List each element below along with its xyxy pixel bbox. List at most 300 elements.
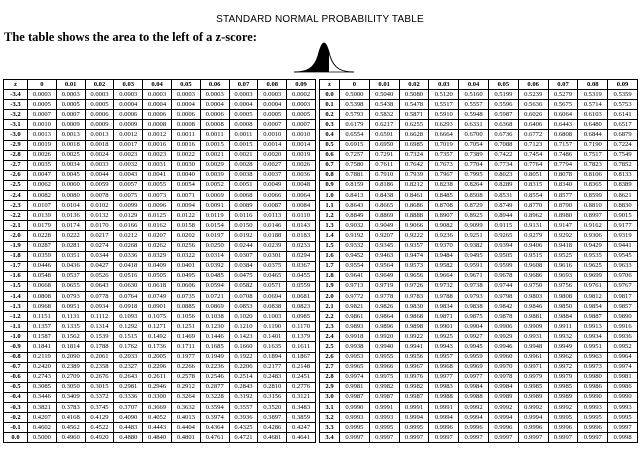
z-value-cell: -2.2 xyxy=(4,211,28,221)
probability-cell: 0.6664 xyxy=(429,130,459,140)
z-value-cell: -3.3 xyxy=(4,100,28,110)
probability-cell: 0.0013 xyxy=(85,130,114,140)
probability-cell: 0.0022 xyxy=(171,150,200,160)
z-value-cell: 0.0 xyxy=(4,433,28,443)
probability-cell: 0.7823 xyxy=(578,160,608,170)
table-row xyxy=(4,170,316,180)
probability-cell: 0.9979 xyxy=(548,372,578,382)
table-row xyxy=(320,423,638,433)
z-value-cell: 1.0 xyxy=(320,191,340,201)
probability-cell: 0.8686 xyxy=(399,201,429,211)
probability-cell: 0.7642 xyxy=(399,160,429,170)
probability-cell: 0.9996 xyxy=(518,423,548,433)
probability-cell: 0.6179 xyxy=(340,120,370,130)
probability-cell: 0.9990 xyxy=(578,392,608,402)
probability-cell: 0.0681 xyxy=(287,291,316,301)
table-row xyxy=(320,231,638,241)
z-value-cell: -1.0 xyxy=(4,332,28,342)
probability-cell: 0.0212 xyxy=(114,231,143,241)
probability-cell: 0.1020 xyxy=(229,312,258,322)
probability-cell: 0.0008 xyxy=(200,120,229,130)
header-row xyxy=(4,80,316,90)
probability-cell: 0.0571 xyxy=(258,281,287,291)
probability-cell: 0.9994 xyxy=(399,413,429,423)
negative-z-table xyxy=(3,79,316,443)
probability-cell: 0.9993 xyxy=(340,413,370,423)
probability-cell: 0.0002 xyxy=(287,90,316,100)
probability-cell: 0.5080 xyxy=(399,90,429,100)
probability-cell: 0.9864 xyxy=(369,312,399,322)
probability-cell: 0.9850 xyxy=(548,302,578,312)
probability-cell: 0.1736 xyxy=(143,342,172,352)
probability-cell: 0.0475 xyxy=(229,271,258,281)
probability-cell: 0.1841 xyxy=(28,342,57,352)
z-value-cell: -3.0 xyxy=(4,130,28,140)
probability-cell: 0.6293 xyxy=(429,120,459,130)
probability-cell: 0.4404 xyxy=(171,423,200,433)
probability-cell: 0.0037 xyxy=(258,170,287,180)
probability-cell: 0.0233 xyxy=(287,241,316,251)
probability-cell: 0.7088 xyxy=(488,140,518,150)
probability-cell: 0.9115 xyxy=(488,221,518,231)
probability-cell: 0.9251 xyxy=(459,231,489,241)
probability-cell: 0.0011 xyxy=(200,130,229,140)
table-row xyxy=(320,160,638,170)
probability-cell: 0.9949 xyxy=(548,342,578,352)
probability-cell: 0.7967 xyxy=(429,170,459,180)
probability-cell: 0.0018 xyxy=(85,140,114,150)
table-row xyxy=(320,433,638,443)
probability-cell: 0.0465 xyxy=(258,271,287,281)
z-value-cell: -2.9 xyxy=(4,140,28,150)
probability-cell: 0.3336 xyxy=(114,392,143,402)
probability-cell: 0.3745 xyxy=(85,403,114,413)
table-row xyxy=(320,150,638,160)
probability-cell: 0.2676 xyxy=(85,372,114,382)
probability-cell: 0.9049 xyxy=(369,221,399,231)
probability-cell: 0.2743 xyxy=(28,372,57,382)
probability-cell: 0.5319 xyxy=(578,90,608,100)
column-header: 0.06 xyxy=(200,80,229,90)
probability-cell: 0.9394 xyxy=(488,241,518,251)
probability-cell: 0.9994 xyxy=(518,413,548,423)
probability-cell: 0.9995 xyxy=(399,423,429,433)
probability-cell: 0.0256 xyxy=(171,241,200,251)
probability-cell: 0.1469 xyxy=(171,332,200,342)
probability-cell: 0.8621 xyxy=(608,191,638,201)
probability-cell: 0.0823 xyxy=(287,302,316,312)
probability-cell: 0.0006 xyxy=(143,110,172,120)
probability-cell: 0.0516 xyxy=(114,271,143,281)
table-row xyxy=(320,241,638,251)
probability-cell: 0.5279 xyxy=(548,90,578,100)
probability-cell: 0.5714 xyxy=(578,100,608,110)
column-header: 0.05 xyxy=(488,80,518,90)
probability-cell: 0.8106 xyxy=(578,170,608,180)
probability-cell: 0.0003 xyxy=(171,90,200,100)
probability-cell: 0.9997 xyxy=(429,433,459,443)
probability-cell: 0.0057 xyxy=(114,180,143,190)
probability-cell: 0.0003 xyxy=(143,90,172,100)
z-value-cell: -2.6 xyxy=(4,170,28,180)
probability-cell: 0.5910 xyxy=(429,110,459,120)
probability-cell: 0.0007 xyxy=(28,110,57,120)
probability-cell: 0.0968 xyxy=(28,302,57,312)
probability-cell: 0.3446 xyxy=(28,392,57,402)
z-value-cell: 0.8 xyxy=(320,170,340,180)
probability-cell: 0.9996 xyxy=(578,423,608,433)
table-row xyxy=(320,251,638,261)
probability-cell: 0.1075 xyxy=(143,312,172,322)
probability-cell: 0.9975 xyxy=(369,372,399,382)
probability-cell: 0.8508 xyxy=(459,191,489,201)
probability-cell: 0.0006 xyxy=(171,110,200,120)
probability-cell: 0.0099 xyxy=(114,201,143,211)
probability-cell: 0.2912 xyxy=(171,382,200,392)
column-header: 0.02 xyxy=(85,80,114,90)
probability-cell: 0.9982 xyxy=(369,382,399,392)
probability-cell: 0.9884 xyxy=(548,312,578,322)
probability-cell: 0.0150 xyxy=(229,221,258,231)
probability-cell: 0.7224 xyxy=(608,140,638,150)
probability-cell: 0.9591 xyxy=(459,261,489,271)
probability-cell: 0.0287 xyxy=(28,241,57,251)
probability-cell: 0.9429 xyxy=(578,241,608,251)
probability-cell: 0.0021 xyxy=(229,150,258,160)
probability-cell: 0.7019 xyxy=(429,140,459,150)
probability-cell: 0.1056 xyxy=(171,312,200,322)
probability-cell: 0.8023 xyxy=(488,170,518,180)
probability-cell: 0.8051 xyxy=(518,170,548,180)
probability-cell: 0.0537 xyxy=(56,271,85,281)
probability-cell: 0.0314 xyxy=(200,251,229,261)
probability-cell: 0.0885 xyxy=(171,302,200,312)
probability-cell: 0.0336 xyxy=(114,251,143,261)
probability-cell: 0.0003 xyxy=(200,90,229,100)
column-header: 0.03 xyxy=(429,80,459,90)
z-value-cell: -1.1 xyxy=(4,322,28,332)
probability-cell: 0.0951 xyxy=(56,302,85,312)
probability-cell: 0.0125 xyxy=(143,211,172,221)
probability-cell: 0.8729 xyxy=(459,201,489,211)
probability-cell: 0.1401 xyxy=(258,332,287,342)
table-row xyxy=(4,120,316,130)
probability-cell: 0.0005 xyxy=(287,110,316,120)
probability-cell: 0.0375 xyxy=(258,261,287,271)
probability-cell: 0.0004 xyxy=(200,100,229,110)
z-value-cell: -0.6 xyxy=(4,372,28,382)
table-row xyxy=(4,150,316,160)
column-header: 0.05 xyxy=(171,80,200,90)
z-value-cell: -1.3 xyxy=(4,302,28,312)
probability-cell: 0.7454 xyxy=(518,150,548,160)
probability-cell: 0.0048 xyxy=(287,180,316,190)
probability-cell: 0.0668 xyxy=(28,281,57,291)
probability-cell: 0.0035 xyxy=(28,160,57,170)
z-value-cell: -2.7 xyxy=(4,160,28,170)
probability-cell: 0.9986 xyxy=(608,382,638,392)
probability-cell: 0.0901 xyxy=(143,302,172,312)
probability-cell: 0.5478 xyxy=(399,100,429,110)
probability-cell: 0.4013 xyxy=(171,413,200,423)
probability-cell: 0.2177 xyxy=(258,362,287,372)
probability-cell: 0.0129 xyxy=(114,211,143,221)
probability-cell: 0.0032 xyxy=(114,160,143,170)
probability-cell: 0.3228 xyxy=(200,392,229,402)
probability-cell: 0.9525 xyxy=(548,251,578,261)
table-row xyxy=(4,271,316,281)
probability-cell: 0.9463 xyxy=(369,251,399,261)
probability-cell: 0.6517 xyxy=(608,120,638,130)
probability-cell: 0.7357 xyxy=(429,150,459,160)
probability-cell: 0.0068 xyxy=(229,191,258,201)
probability-cell: 0.0005 xyxy=(28,100,57,110)
probability-cell: 0.0307 xyxy=(229,251,258,261)
probability-cell: 0.9495 xyxy=(459,251,489,261)
probability-cell: 0.9881 xyxy=(518,312,548,322)
probability-cell: 0.9979 xyxy=(518,372,548,382)
probability-cell: 0.2061 xyxy=(85,352,114,362)
probability-cell: 0.5596 xyxy=(488,100,518,110)
probability-cell: 0.8749 xyxy=(488,201,518,211)
probability-cell: 0.3409 xyxy=(56,392,85,402)
probability-cell: 0.0618 xyxy=(143,281,172,291)
probability-cell: 0.1539 xyxy=(85,332,114,342)
table-row xyxy=(4,403,316,413)
probability-cell: 0.0136 xyxy=(56,211,85,221)
probability-cell: 0.9993 xyxy=(608,403,638,413)
probability-cell: 0.1210 xyxy=(229,322,258,332)
z-value-cell: 0.1 xyxy=(320,100,340,110)
z-value-cell: 2.3 xyxy=(320,322,340,332)
probability-cell: 0.0087 xyxy=(258,201,287,211)
probability-cell: 0.0004 xyxy=(258,100,287,110)
probability-cell: 0.9973 xyxy=(578,362,608,372)
probability-cell: 0.9608 xyxy=(518,261,548,271)
probability-cell: 0.9192 xyxy=(340,231,370,241)
probability-cell: 0.0222 xyxy=(56,231,85,241)
probability-cell: 0.8944 xyxy=(488,211,518,221)
probability-cell: 0.4052 xyxy=(143,413,172,423)
z-value-cell: 3.4 xyxy=(320,433,340,443)
probability-cell: 0.0029 xyxy=(200,160,229,170)
table-row xyxy=(320,392,638,402)
probability-cell: 0.1635 xyxy=(258,342,287,352)
probability-cell: 0.3859 xyxy=(287,413,316,423)
z-value-cell: -1.8 xyxy=(4,251,28,261)
probability-cell: 0.8340 xyxy=(548,180,578,190)
probability-cell: 0.0446 xyxy=(28,261,57,271)
probability-cell: 0.9957 xyxy=(429,352,459,362)
probability-cell: 0.6217 xyxy=(369,120,399,130)
probability-cell: 0.9985 xyxy=(518,382,548,392)
probability-cell: 0.0808 xyxy=(28,291,57,301)
z-value-cell: 0.3 xyxy=(320,120,340,130)
probability-cell: 0.0031 xyxy=(143,160,172,170)
probability-cell: 0.9918 xyxy=(340,332,370,342)
probability-cell: 0.1230 xyxy=(200,322,229,332)
probability-cell: 0.4483 xyxy=(114,423,143,433)
probability-cell: 0.9505 xyxy=(488,251,518,261)
z-value-cell: 0.6 xyxy=(320,150,340,160)
column-header: 0.07 xyxy=(548,80,578,90)
table-row xyxy=(4,372,316,382)
probability-cell: 0.6406 xyxy=(518,120,548,130)
probability-cell: 0.0207 xyxy=(143,231,172,241)
probability-cell: 0.0351 xyxy=(56,251,85,261)
probability-cell: 0.0559 xyxy=(287,281,316,291)
probability-cell: 0.0301 xyxy=(258,251,287,261)
probability-cell: 0.9826 xyxy=(369,302,399,312)
probability-cell: 0.0418 xyxy=(114,261,143,271)
probability-cell: 0.9686 xyxy=(518,271,548,281)
probability-cell: 0.0014 xyxy=(258,140,287,150)
z-value-cell: 1.7 xyxy=(320,261,340,271)
probability-cell: 0.2236 xyxy=(200,362,229,372)
probability-cell: 0.9830 xyxy=(399,302,429,312)
probability-cell: 0.4801 xyxy=(171,433,200,443)
z-value-cell: 2.8 xyxy=(320,372,340,382)
probability-cell: 0.2946 xyxy=(143,382,172,392)
probability-cell: 0.9985 xyxy=(548,382,578,392)
probability-cell: 0.0075 xyxy=(114,191,143,201)
probability-cell: 0.8413 xyxy=(340,191,370,201)
probability-cell: 0.9956 xyxy=(399,352,429,362)
column-header: 0.01 xyxy=(369,80,399,90)
probability-cell: 0.9808 xyxy=(548,291,578,301)
probability-cell: 0.0708 xyxy=(229,291,258,301)
probability-cell: 0.9599 xyxy=(488,261,518,271)
probability-cell: 0.2389 xyxy=(56,362,85,372)
probability-cell: 0.9875 xyxy=(459,312,489,322)
table-description: The table shows the area to the left of a z-score: xyxy=(4,30,257,44)
probability-cell: 0.9995 xyxy=(369,423,399,433)
probability-cell: 0.9951 xyxy=(578,342,608,352)
probability-cell: 0.6368 xyxy=(488,120,518,130)
probability-cell: 0.5793 xyxy=(340,110,370,120)
probability-cell: 0.0096 xyxy=(143,201,172,211)
probability-cell: 0.0170 xyxy=(85,221,114,231)
probability-cell: 0.9306 xyxy=(578,231,608,241)
z-value-cell: 3.2 xyxy=(320,413,340,423)
z-value-cell: -1.4 xyxy=(4,291,28,301)
probability-cell: 0.3085 xyxy=(28,382,57,392)
probability-cell: 0.0009 xyxy=(56,120,85,130)
probability-cell: 0.5199 xyxy=(488,90,518,100)
probability-cell: 0.9986 xyxy=(578,382,608,392)
probability-cell: 0.9982 xyxy=(399,382,429,392)
probability-cell: 0.9989 xyxy=(488,392,518,402)
table-row xyxy=(320,281,638,291)
probability-cell: 0.6591 xyxy=(369,130,399,140)
table-row xyxy=(4,382,316,392)
probability-cell: 0.1292 xyxy=(114,322,143,332)
z-column-header: z xyxy=(320,80,340,90)
probability-cell: 0.6554 xyxy=(340,130,370,140)
z-value-cell: -2.0 xyxy=(4,231,28,241)
probability-cell: 0.5438 xyxy=(369,100,399,110)
probability-cell: 0.3594 xyxy=(200,403,229,413)
probability-cell: 0.9082 xyxy=(429,221,459,231)
probability-cell: 0.9162 xyxy=(578,221,608,231)
probability-cell: 0.9963 xyxy=(578,352,608,362)
table-row xyxy=(320,100,638,110)
probability-cell: 0.4129 xyxy=(85,413,114,423)
probability-cell: 0.0049 xyxy=(258,180,287,190)
probability-cell: 0.3669 xyxy=(143,403,172,413)
probability-cell: 0.0023 xyxy=(143,150,172,160)
z-value-cell: -2.5 xyxy=(4,180,28,190)
probability-cell: 0.0143 xyxy=(287,221,316,231)
probability-cell: 0.9265 xyxy=(488,231,518,241)
z-value-cell: -1.6 xyxy=(4,271,28,281)
column-header: 0.09 xyxy=(608,80,638,90)
z-value-cell: -3.1 xyxy=(4,120,28,130)
probability-cell: 0.9861 xyxy=(340,312,370,322)
probability-cell: 0.0436 xyxy=(56,261,85,271)
z-value-cell: 2.2 xyxy=(320,312,340,322)
probability-cell: 0.4840 xyxy=(143,433,172,443)
table-row xyxy=(4,392,316,402)
probability-cell: 0.9573 xyxy=(399,261,429,271)
probability-cell: 0.9842 xyxy=(488,302,518,312)
probability-cell: 0.9871 xyxy=(429,312,459,322)
table-row xyxy=(320,120,638,130)
table-row xyxy=(320,221,638,231)
probability-cell: 0.8790 xyxy=(548,201,578,211)
probability-cell: 0.6736 xyxy=(488,130,518,140)
probability-cell: 0.3156 xyxy=(258,392,287,402)
probability-cell: 0.9767 xyxy=(608,281,638,291)
z-value-cell: -1.9 xyxy=(4,241,28,251)
probability-cell: 0.9977 xyxy=(459,372,489,382)
probability-cell: 0.2033 xyxy=(114,352,143,362)
probability-cell: 0.7291 xyxy=(369,150,399,160)
probability-cell: 0.0016 xyxy=(171,140,200,150)
probability-cell: 0.3520 xyxy=(258,403,287,413)
probability-cell: 0.0071 xyxy=(171,191,200,201)
table-row xyxy=(4,100,316,110)
probability-cell: 0.2877 xyxy=(200,382,229,392)
probability-cell: 0.9997 xyxy=(369,433,399,443)
probability-cell: 0.9678 xyxy=(488,271,518,281)
probability-cell: 0.9817 xyxy=(608,291,638,301)
z-value-cell: 3.1 xyxy=(320,403,340,413)
probability-cell: 0.8315 xyxy=(518,180,548,190)
probability-cell: 0.9671 xyxy=(459,271,489,281)
probability-cell: 0.9952 xyxy=(608,342,638,352)
z-value-cell: -0.9 xyxy=(4,342,28,352)
probability-cell: 0.9032 xyxy=(340,221,370,231)
probability-cell: 0.9649 xyxy=(369,271,399,281)
probability-cell: 0.9484 xyxy=(429,251,459,261)
table-row xyxy=(320,362,638,372)
z-column-header: z xyxy=(4,80,28,90)
probability-cell: 0.9989 xyxy=(548,392,578,402)
probability-cell: 0.9929 xyxy=(488,332,518,342)
probability-cell: 0.1335 xyxy=(56,322,85,332)
probability-cell: 0.3264 xyxy=(171,392,200,402)
probability-cell: 0.9943 xyxy=(429,342,459,352)
probability-cell: 0.5040 xyxy=(369,90,399,100)
probability-cell: 0.9972 xyxy=(548,362,578,372)
probability-cell: 0.9664 xyxy=(429,271,459,281)
probability-cell: 0.9582 xyxy=(429,261,459,271)
probability-cell: 0.1131 xyxy=(56,312,85,322)
probability-cell: 0.9744 xyxy=(488,281,518,291)
probability-cell: 0.9911 xyxy=(548,322,578,332)
table-row xyxy=(4,332,316,342)
